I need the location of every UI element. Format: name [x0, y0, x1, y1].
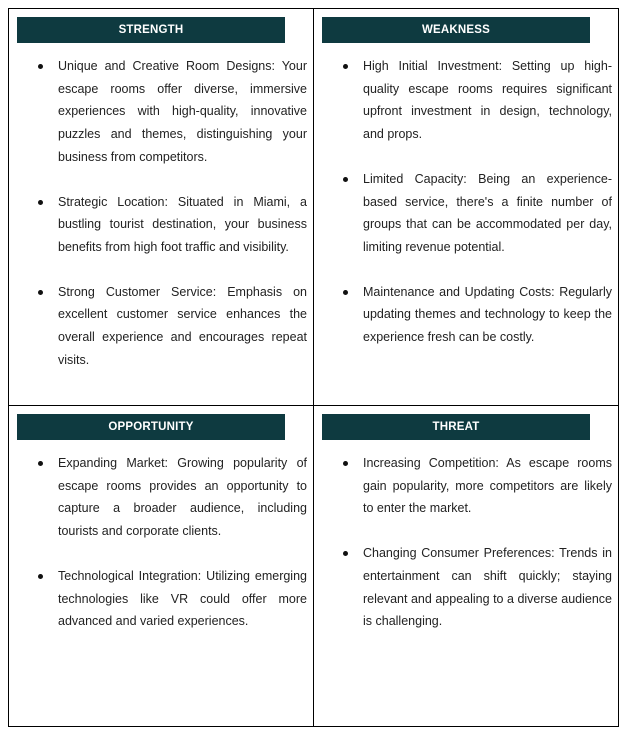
list-item — [322, 542, 612, 633]
point-text: Changing Consumer Preferences: Trends in entertainment can shift quickly; staying relevant and appealing to a diverse audience is challenging. — [363, 546, 612, 629]
weakness-header: WEAKNESS — [322, 17, 590, 43]
bullet-icon — [343, 290, 348, 295]
list-item — [322, 55, 612, 146]
bullet-icon — [343, 551, 348, 556]
opportunity-list — [17, 452, 307, 655]
point-text: Increasing Competition: As escape rooms gain popularity, more competitors are likely to enter the market. — [363, 456, 612, 516]
point-text: High Initial Investment: Setting up high-quality escape rooms requires significant upfront investment in design, technology, and props. — [363, 59, 612, 142]
opportunity-cell — [9, 406, 314, 727]
strength-header: STRENGTH — [17, 17, 285, 43]
list-item — [17, 281, 307, 372]
bullet-icon — [38, 64, 43, 69]
list-item — [322, 281, 612, 349]
point-text: Strong Customer Service: Emphasis on excellent customer service enhances the overall experience and encourages repeat visits. — [58, 284, 307, 367]
strength-list — [17, 55, 307, 393]
strength-cell — [9, 9, 314, 406]
list-item — [17, 55, 307, 169]
list-item — [17, 565, 307, 633]
list-item — [17, 191, 307, 259]
threat-header: THREAT — [322, 414, 590, 440]
bullet-icon — [343, 177, 348, 182]
bullet-icon — [38, 200, 43, 205]
threat-cell — [314, 406, 619, 727]
point-text: Unique and Creative Room Designs: Your escape rooms offer diverse, immersive experiences with high-quality, innovative puzzles and themes, distinguishing your business from competitors. — [58, 59, 307, 164]
opportunity-header: OPPORTUNITY — [17, 414, 285, 440]
point-text: Expanding Market: Growing popularity of escape rooms provides an opportunity to capture a broader audience, including tourists and corporate clients. — [58, 456, 307, 539]
list-item — [322, 168, 612, 259]
list-item — [322, 452, 612, 520]
swot-table — [8, 8, 619, 727]
weakness-cell — [314, 9, 619, 406]
point-text: Strategic Location: Situated in Miami, a bustling tourist destination, your business benefits from high foot traffic and visibility. — [58, 194, 307, 254]
point-text: Maintenance and Updating Costs: Regularly updating themes and technology to keep the experience fresh can be costly. — [363, 284, 612, 345]
bullet-icon — [38, 574, 43, 579]
threat-list — [322, 452, 612, 655]
point-text: Limited Capacity: Being an experience-based service, there's a finite number of groups that can be accommodated per day, limiting revenue potential. — [363, 171, 612, 254]
list-item — [17, 452, 307, 543]
bullet-icon — [343, 461, 348, 466]
bullet-icon — [38, 290, 43, 295]
weakness-list — [322, 55, 612, 371]
bullet-icon — [38, 461, 43, 466]
point-text: Technological Integration: Utilizing emerging technologies like VR could offer more advanced and varied experiences. — [58, 568, 307, 629]
bullet-icon — [343, 64, 348, 69]
